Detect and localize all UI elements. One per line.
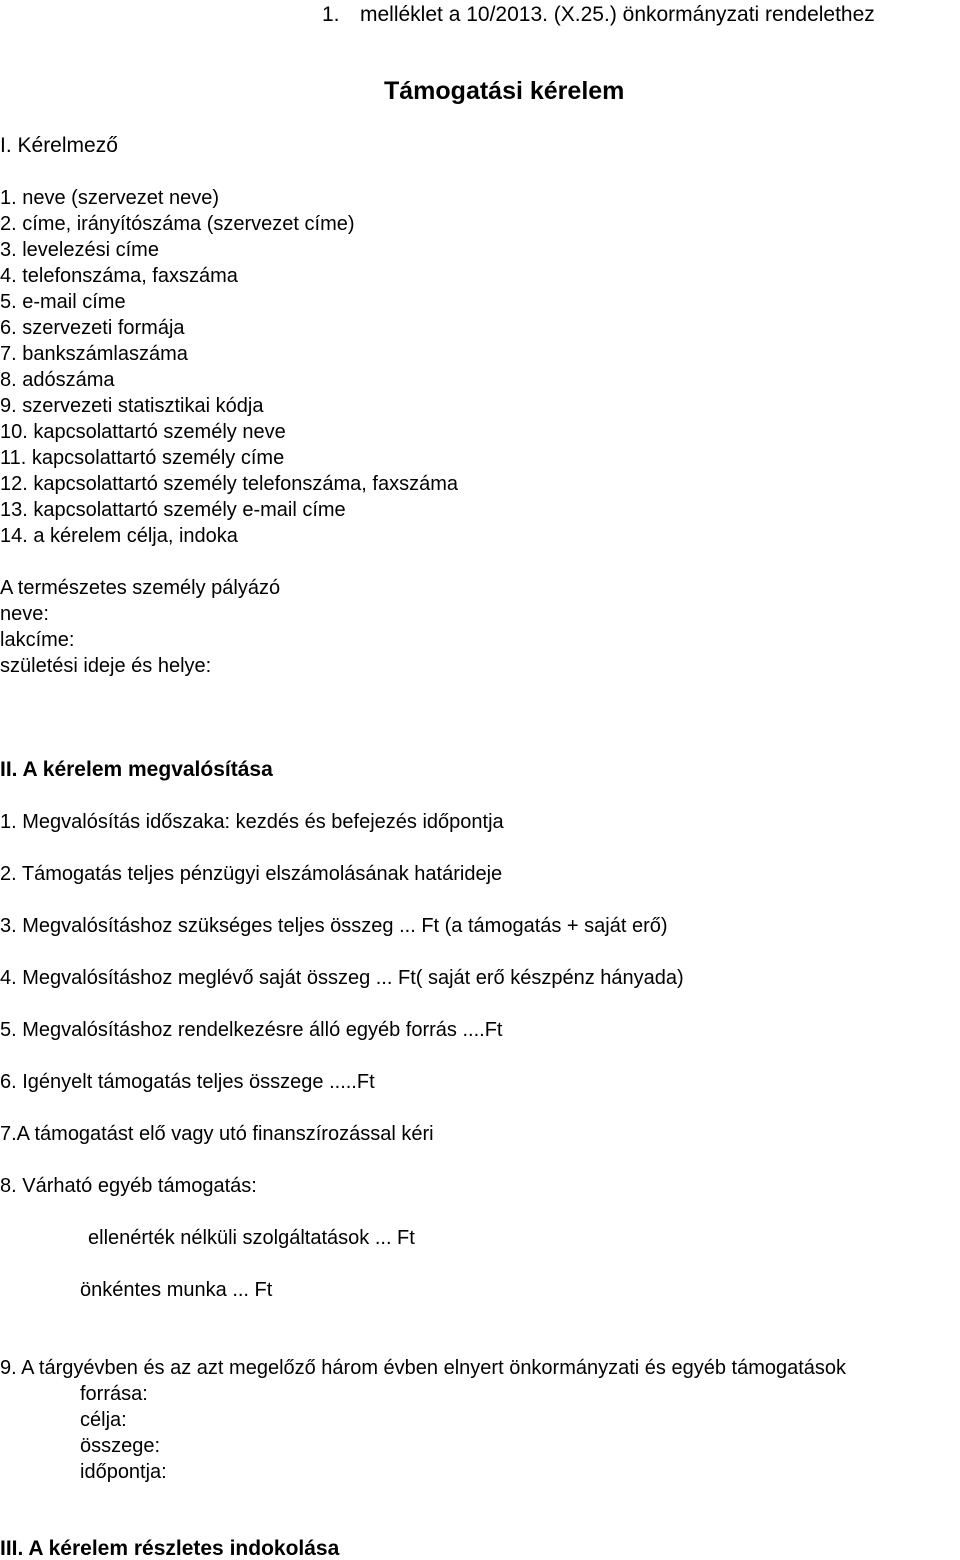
applicant-item-10: 10. kapcsolattartó személy neve (0, 421, 286, 443)
applicant-item-4: 4. telefonszáma, faxszáma (0, 265, 238, 287)
implementation-item-9: 9. A tárgyévben és az azt megelőző három évben elnyert önkormányzati és egyéb támogatások (0, 1357, 847, 1379)
support-purpose-field: célja: (80, 1409, 127, 1431)
implementation-item-5: 5. Megvalósításhoz rendelkezésre álló egyéb forrás ....Ft (0, 1019, 503, 1041)
section-3-heading: III. A kérelem részletes indokolása (0, 1537, 340, 1560)
implementation-item-2: 2. Támogatás teljes pénzügyi elszámolásának határideje (0, 863, 503, 885)
natural-person-name-field: neve: (0, 603, 49, 625)
other-support-volunteer-work: önkéntes munka ... Ft (80, 1279, 273, 1301)
applicant-item-8: 8. adószáma (0, 369, 115, 391)
annex-reference (322, 4, 875, 25)
document-title: Támogatási kérelem (384, 77, 625, 105)
applicant-item-7: 7. bankszámlaszáma (0, 343, 188, 365)
section-2-heading: II. A kérelem megvalósítása (0, 758, 273, 781)
implementation-item-3: 3. Megvalósításhoz szükséges teljes összeg ... Ft (a támogatás + saját erő) (0, 915, 668, 937)
support-date-field: időpontja: (80, 1461, 167, 1483)
other-support-services: ellenérték nélküli szolgáltatások ... Ft (88, 1227, 415, 1249)
support-source-field: forrása: (80, 1383, 148, 1405)
applicant-item-14: 14. a kérelem célja, indoka (0, 525, 238, 547)
applicant-item-6: 6. szervezeti formája (0, 317, 185, 339)
applicant-item-2: 2. címe, irányítószáma (szervezet címe) (0, 213, 355, 235)
implementation-item-7: 7.A támogatást elő vagy utó finanszírozással kéri (0, 1123, 434, 1145)
implementation-item-8: 8. Várható egyéb támogatás: (0, 1175, 257, 1197)
natural-person-address-field: lakcíme: (0, 629, 75, 651)
implementation-item-6: 6. Igényelt támogatás teljes összege .....Ft (0, 1071, 375, 1093)
applicant-item-5: 5. e-mail címe (0, 291, 126, 313)
implementation-item-4: 4. Megvalósításhoz meglévő saját összeg ... Ft( saját erő készpénz hányada) (0, 967, 684, 989)
natural-person-heading: A természetes személy pályázó (0, 577, 281, 599)
applicant-item-13: 13. kapcsolattartó személy e-mail címe (0, 499, 346, 521)
section-1-heading: I. Kérelmező (0, 134, 118, 157)
applicant-item-3: 3. levelezési címe (0, 239, 159, 261)
applicant-item-12: 12. kapcsolattartó személy telefonszáma, faxszáma (0, 473, 458, 495)
annex-number: 1. (322, 3, 340, 26)
applicant-item-1: 1. neve (szervezet neve) (0, 187, 219, 209)
implementation-item-1: 1. Megvalósítás időszaka: kezdés és befejezés időpontja (0, 811, 504, 833)
annex-text: melléklet a 10/2013. (X.25.) önkormányzati rendelethez (360, 3, 875, 26)
support-amount-field: összege: (80, 1435, 161, 1457)
applicant-item-9: 9. szervezeti statisztikai kódja (0, 395, 264, 417)
natural-person-birth-field: születési ideje és helye: (0, 655, 212, 677)
applicant-item-11: 11. kapcsolattartó személy címe (0, 447, 285, 469)
